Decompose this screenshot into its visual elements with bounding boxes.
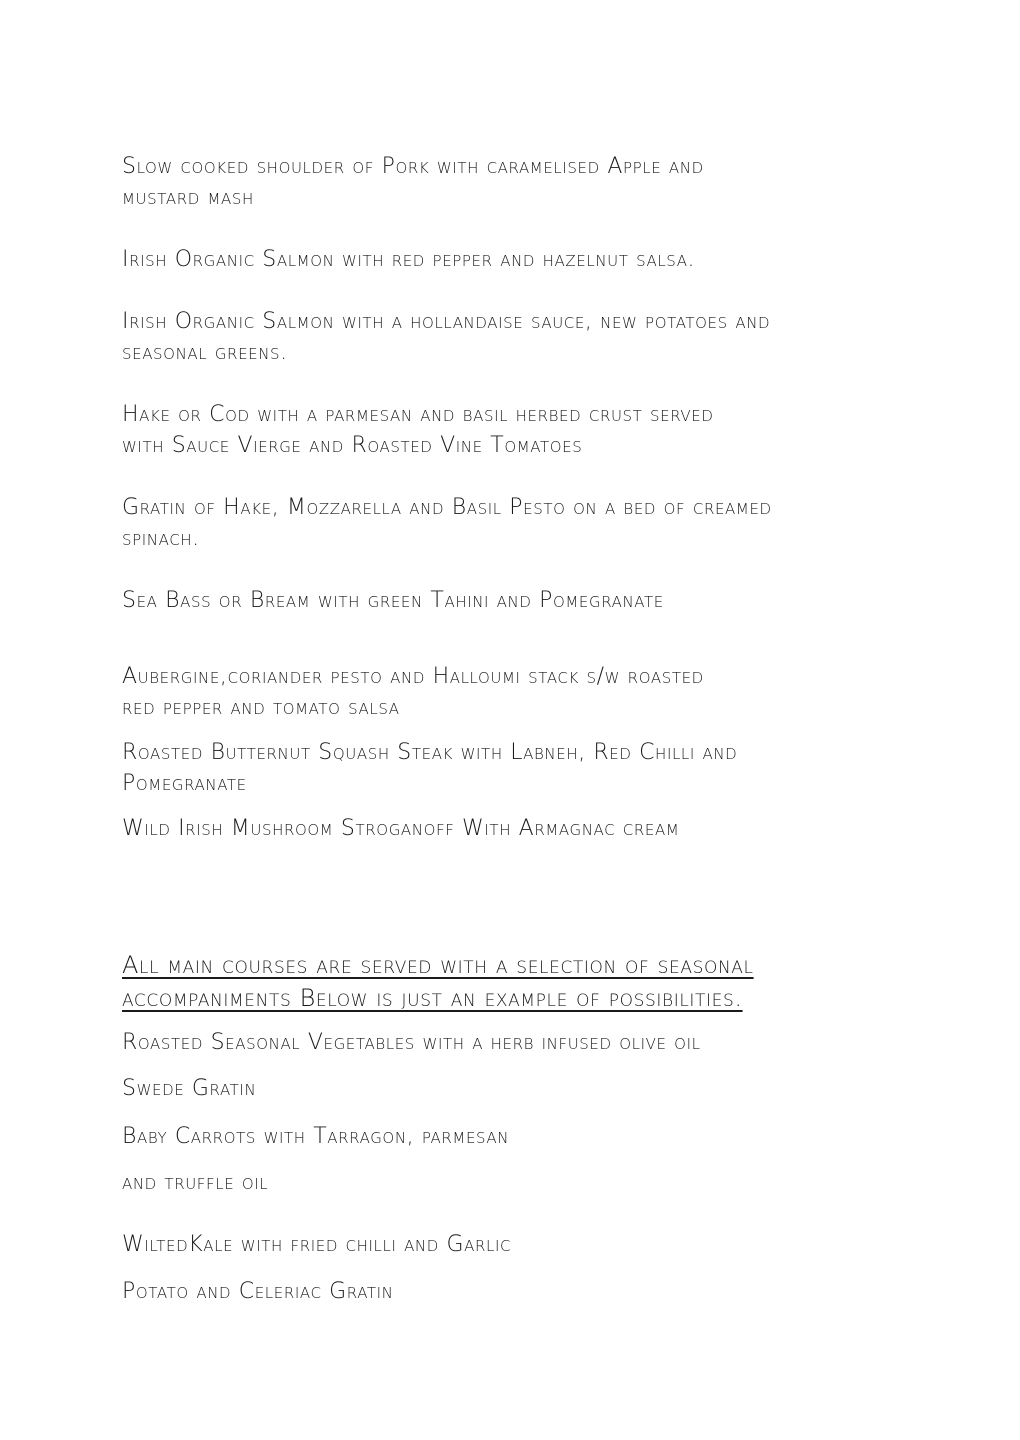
main-item-salmon-hollandaise-line-2: seasonal greens. [122,340,288,365]
main-item-aubergine-line-1: Aubergine,coriander pesto and Halloumi stack s/w roasted [122,664,704,689]
accompaniment-roasted-vegetables: Roasted Seasonal Vegetables with a herb infused olive oil [122,1030,701,1055]
main-item-hake-cod-line-1: Hake or Cod with a parmesan and basil herbed crust served [122,402,714,427]
accompaniments-heading-line-2: accompaniments Below is just an example of possibilities. [122,984,743,1012]
accompaniment-potato-celeriac-gratin: Potato and Celeriac Gratin [122,1279,394,1304]
accompaniment-swede-gratin: Swede Gratin [122,1076,257,1101]
main-item-gratin-hake-line-2: spinach. [122,526,200,551]
main-item-salmon-salsa: Irish Organic Salmon with red pepper and hazelnut salsa. [122,247,696,272]
accompaniments-heading-line-1: All main courses are served with a selection of seasonal [122,951,754,979]
main-item-hake-cod-line-2: with Sauce Vierge and Roasted Vine Tomatoes [122,433,583,458]
accompaniment-wilted-kale: WiltedKale with fried chilli and Garlic [122,1232,512,1257]
main-item-gratin-hake-line-1: Gratin of Hake, Mozzarella and Basil Pesto on a bed of creamed [122,495,772,520]
main-item-aubergine-line-2: red pepper and tomato salsa [122,695,400,720]
main-item-mushroom-stroganoff: Wild Irish Mushroom Stroganoff With Armagnac cream [122,816,680,841]
main-item-sea-bass: Sea Bass or Bream with green Tahini and Pomegranate [122,588,664,613]
accompaniment-baby-carrots-line-2: and truffle oil [122,1170,269,1195]
main-item-butternut-line-2: Pomegranate [122,771,247,796]
accompaniment-baby-carrots-line-1: Baby Carrots with Tarragon, parmesan [122,1124,510,1149]
main-item-butternut-line-1: Roasted Butternut Squash Steak with Labneh, Red Chilli and [122,740,738,765]
main-item-pork-line-2: mustard mash [122,185,254,210]
main-item-pork-line-1: Slow cooked shoulder of Pork with caramelised Apple and [122,154,704,179]
main-item-salmon-hollandaise-line-1: Irish Organic Salmon with a hollandaise sauce, new potatoes and [122,309,771,334]
